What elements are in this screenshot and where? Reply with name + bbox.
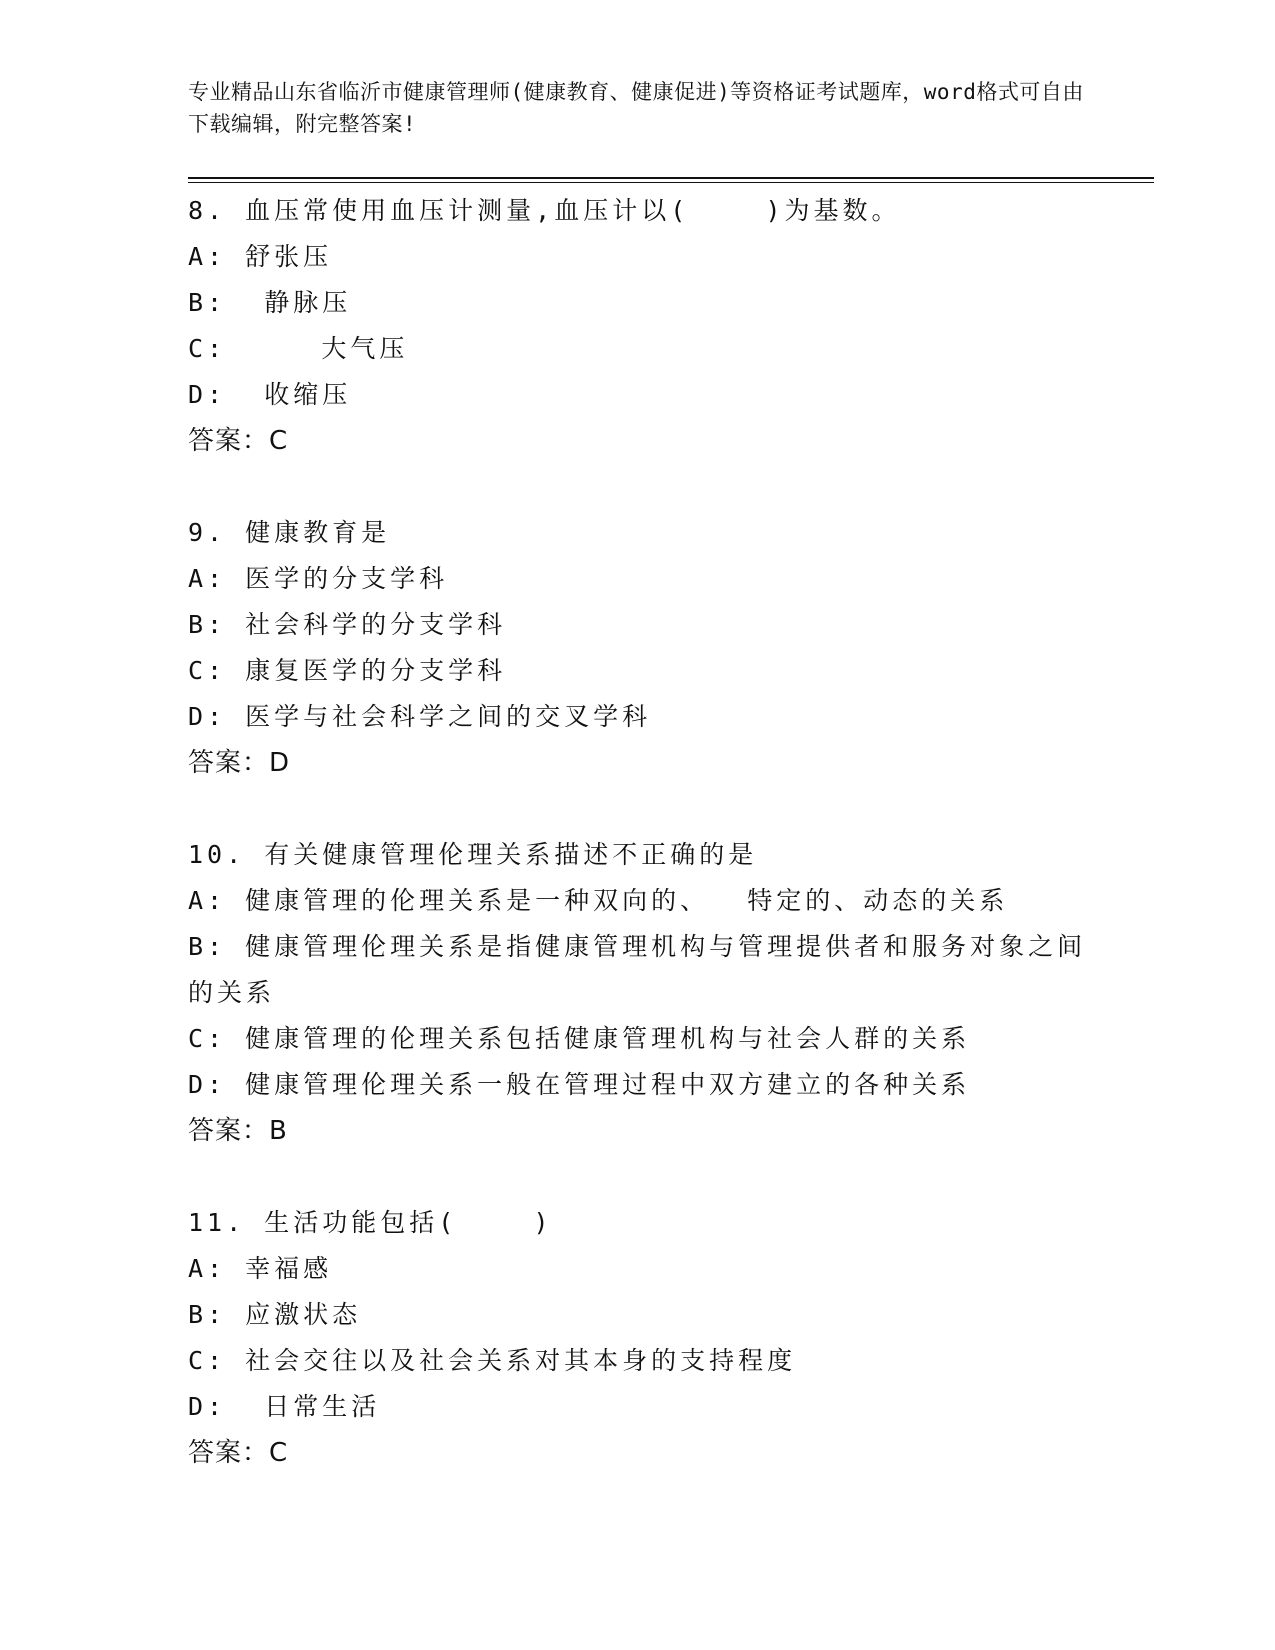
- question-11: [188, 1200, 1088, 1476]
- header-title: 专业精品山东省临沂市健康管理师(健康教育、健康促进)等资格证考试题库，word格式可自由下载编辑，附完整答案!: [188, 80, 1084, 136]
- option-a: A: 幸福感: [188, 1254, 333, 1283]
- answer-label: 答案：C: [188, 1438, 289, 1468]
- answer-label: 答案：B: [188, 1116, 288, 1146]
- document-header: [188, 76, 1088, 140]
- question-8: [188, 188, 1088, 464]
- option-c: C: 大气压: [188, 334, 409, 363]
- answer-label: 答案：D: [188, 748, 291, 778]
- question-list: [188, 188, 1088, 1522]
- option-d: D: 收缩压: [188, 380, 352, 409]
- answer-label: 答案：C: [188, 426, 289, 456]
- option-d: D: 日常生活: [188, 1392, 381, 1421]
- question-stem: 8. 血压常使用血压计测量,血压计以( )为基数。: [188, 196, 901, 225]
- option-b: B: 健康管理伦理关系是指健康管理机构与管理提供者和服务对象之间的关系: [188, 932, 1087, 1007]
- option-b: B: 静脉压: [188, 288, 352, 317]
- question-stem: 10. 有关健康管理伦理关系描述不正确的是: [188, 840, 758, 869]
- option-b: B: 社会科学的分支学科: [188, 610, 507, 639]
- header-divider-thin: [188, 182, 1154, 183]
- option-a: A: 健康管理的伦理关系是一种双向的、 特定的、动态的关系: [188, 886, 1009, 915]
- option-c: C: 健康管理的伦理关系包括健康管理机构与社会人群的关系: [188, 1024, 971, 1053]
- question-10: [188, 832, 1088, 1154]
- question-stem: 9. 健康教育是: [188, 518, 391, 547]
- option-d: D: 医学与社会科学之间的交叉学科: [188, 702, 652, 731]
- question-stem: 11. 生活功能包括( ): [188, 1208, 553, 1237]
- question-9: [188, 510, 1088, 786]
- option-d: D: 健康管理伦理关系一般在管理过程中双方建立的各种关系: [188, 1070, 971, 1099]
- option-b: B: 应激状态: [188, 1300, 362, 1329]
- option-c: C: 社会交往以及社会关系对其本身的支持程度: [188, 1346, 797, 1375]
- option-a: A: 舒张压: [188, 242, 333, 271]
- option-c: C: 康复医学的分支学科: [188, 656, 507, 685]
- header-divider-thick: [188, 177, 1154, 179]
- option-a: A: 医学的分支学科: [188, 564, 449, 593]
